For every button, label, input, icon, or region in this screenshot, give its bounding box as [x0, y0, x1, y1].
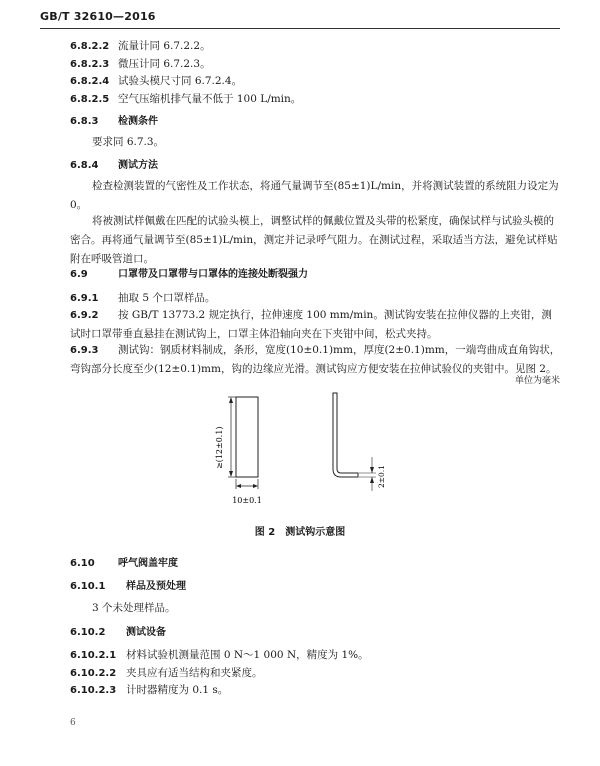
section-6-8-4-paragraph-2: 将被测试样佩戴在匹配的试验头模上，调整试样的佩戴位置及头带的松紧度，确保试样与试验头模的密合。再将通气量调节至(85±1)L/min，测定并记录呼气阻力。在测试过程，采取适当方法，避免试样贴附在呼吸管道口。: [70, 215, 558, 265]
clause-6-10-2-3: [70, 683, 228, 698]
clause-text: 流量计同 6.7.2.2。: [118, 40, 211, 52]
clause-number: 6.10.2.2: [70, 668, 117, 679]
section-title: 样品及预处理: [126, 581, 186, 592]
section-number: 6.10: [70, 558, 95, 569]
section-number: 6.10.2: [70, 627, 106, 638]
section-number: 6.8.3: [70, 116, 99, 127]
clause-number: 6.9.2: [70, 310, 99, 321]
figure-caption: 图 2 测试钩示意图: [254, 527, 346, 538]
clause-number: 6.8.2.5: [70, 94, 110, 105]
clause-number: 6.9.3: [70, 345, 99, 356]
section-title: 口罩带及口罩带与口罩体的连接处断裂强力: [118, 269, 308, 280]
section-6-10-2-heading: [70, 625, 166, 640]
clause-6-9-2: [70, 306, 562, 344]
thickness-dimension-label: 2±0.1: [377, 465, 386, 488]
arrowhead-icon: [370, 477, 374, 483]
clause-text: 空气压缩机排气量不低于 100 L/min。: [118, 93, 302, 105]
section-6-8-4-paragraph-1: 检查检测装置的气密性及工作状态，将通气量调节至(85±1)L/min，并将测试装置的系统阻力设定为 0。: [70, 180, 559, 211]
arrowhead-icon: [229, 397, 233, 403]
length-dimension-label: ≥(12±0.1): [215, 426, 224, 469]
section-6-9-heading: [70, 267, 308, 282]
clause-6-8-2-4: [70, 74, 242, 89]
section-6-8-4-heading: [70, 158, 158, 173]
arrowhead-icon: [229, 471, 233, 477]
clause-number: 6.8.2.3: [70, 59, 110, 70]
clause-text: 微压计同 6.7.2.3。: [118, 58, 211, 70]
clause-text: 夹具应有适当结构和夹紧度。: [126, 667, 263, 679]
clause-6-10-2-2: [70, 666, 263, 681]
clause-6-9-3: [70, 341, 562, 379]
clause-6-8-2-5: [70, 92, 301, 107]
clause-number: 6.8.2.4: [70, 76, 110, 87]
section-6-10-1-heading: [70, 579, 186, 594]
clause-text: 材料试验机测量范围 0 N～1 000 N，精度为 1%。: [126, 649, 369, 661]
clause-6-8-2-3: [70, 57, 211, 72]
clause-text: 试验头模尺寸同 6.7.2.4。: [118, 75, 243, 87]
section-6-8-3-body: 要求同 6.7.3。: [92, 136, 165, 148]
clause-number: 6.8.2.2: [70, 41, 110, 52]
arrowhead-icon: [236, 484, 241, 488]
hook-side-view: [333, 393, 358, 477]
unit-note: 单位为毫米: [514, 376, 560, 386]
page-number: 6: [70, 718, 76, 728]
clause-text: 抽取 5 个口罩样品。: [118, 292, 216, 304]
section-6-10-heading: [70, 556, 178, 571]
arrowhead-icon: [253, 484, 258, 488]
clause-number: 6.10.2.3: [70, 685, 117, 696]
section-6-10-1-body: 3 个未处理样品。: [92, 602, 176, 614]
test-hook-figure: [0, 385, 600, 520]
clause-text: 按 GB/T 13773.2 规定执行，拉伸速度 100 mm/min。测试钩安装在拉伸仪器的上夹钳，测试时口罩带垂直悬挂在测试钩上，口罩主体沿轴向夹在下夹钳中间，松式夹持。: [70, 309, 552, 340]
clause-text: 测试钩：钢质材料制成，条形，宽度(10±0.1)mm，厚度(2±0.1)mm，一端弯曲成直角钩状，弯钩部分长度至少(12±0.1)mm，钩的边缘应光滑。测试钩应方便安装在拉伸试验仪的夹钳中。见图 2。: [70, 344, 561, 375]
section-title: 测试方法: [118, 160, 158, 171]
section-title: 测试设备: [126, 627, 166, 638]
clause-number: 6.9.1: [70, 293, 99, 304]
section-number: 6.8.4: [70, 160, 99, 171]
standard-header: GB/T 32610—2016: [40, 10, 156, 23]
section-title: 呼气阀盖牢度: [118, 558, 178, 569]
clause-6-8-2-2: [70, 39, 211, 54]
header-rule: [40, 28, 560, 29]
section-number: 6.9: [70, 269, 88, 280]
clause-6-10-2-1: [70, 648, 369, 663]
clause-number: 6.10.2.1: [70, 650, 117, 661]
width-dimension-label: 10±0.1: [232, 496, 262, 505]
clause-6-9-1: [70, 291, 215, 306]
clause-text: 计时器精度为 0.1 s。: [126, 684, 229, 696]
section-title: 检测条件: [118, 116, 158, 127]
section-6-8-3-heading: [70, 114, 158, 129]
arrowhead-icon: [370, 467, 374, 473]
section-number: 6.10.1: [70, 581, 106, 592]
hook-front-view: [236, 397, 258, 477]
